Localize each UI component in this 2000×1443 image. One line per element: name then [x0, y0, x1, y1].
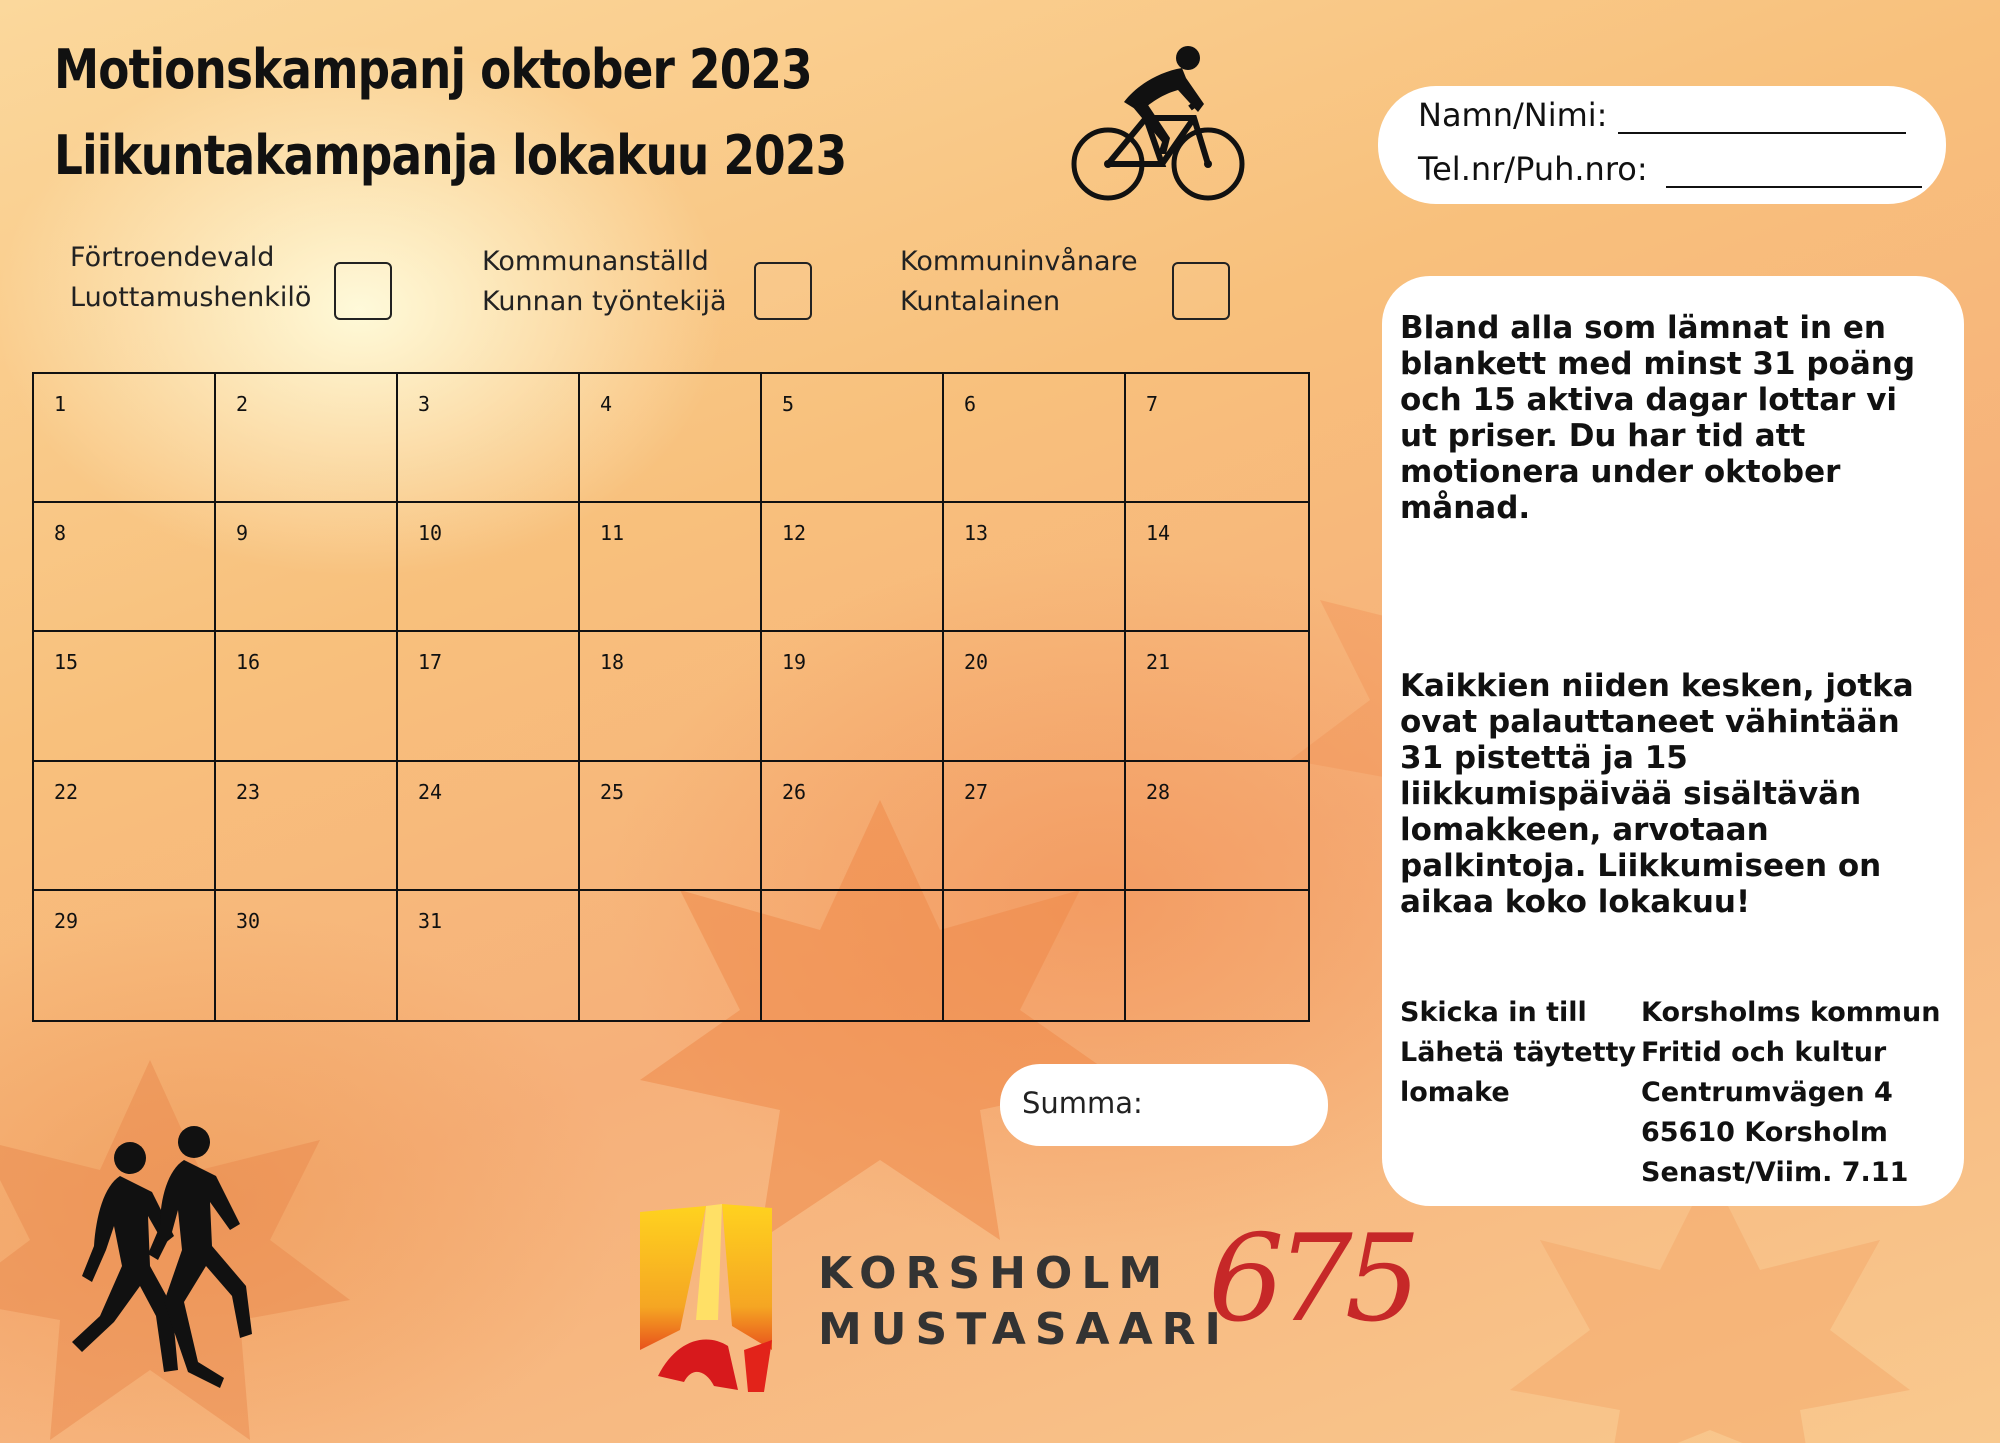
- calendar-day-cell[interactable]: [1126, 632, 1308, 761]
- calendar-day-cell[interactable]: [1126, 762, 1308, 891]
- phone-label: Tel.nr/Puh.nro:: [1418, 150, 1648, 188]
- summa-label: Summa:: [1022, 1086, 1143, 1120]
- checkbox-employee[interactable]: [754, 262, 812, 320]
- day-number: 16: [236, 650, 261, 675]
- day-number: 2: [236, 392, 249, 416]
- calendar-day-cell[interactable]: [580, 891, 762, 1020]
- calendar-day-cell[interactable]: [398, 503, 580, 632]
- calendar-day-cell[interactable]: [944, 762, 1126, 891]
- day-number: 6: [964, 392, 977, 416]
- calendar-day-cell[interactable]: [398, 762, 580, 891]
- calendar-day-cell[interactable]: [580, 632, 762, 761]
- day-number: 30: [236, 908, 261, 933]
- checkbox-resident[interactable]: [1172, 262, 1230, 320]
- day-number: 20: [964, 650, 989, 675]
- day-number: 18: [600, 650, 625, 675]
- day-number: 8: [54, 521, 67, 546]
- day-number: 3: [418, 392, 431, 416]
- calendar-day-cell[interactable]: [216, 891, 398, 1020]
- calendar-day-cell[interactable]: [34, 503, 216, 632]
- calendar-day-cell[interactable]: [762, 632, 944, 761]
- day-number: 26: [782, 779, 807, 804]
- calendar-day-cell[interactable]: [34, 891, 216, 1020]
- category-label-employee: Kommunanställd Kunnan työntekijä: [482, 246, 727, 317]
- day-number: 5: [782, 392, 795, 416]
- day-number: 10: [418, 521, 443, 546]
- day-number: 9: [236, 521, 249, 546]
- send-label: Skicka in till Lähetä täytetty lomake: [1400, 997, 1637, 1108]
- calendar-day-cell[interactable]: [398, 632, 580, 761]
- day-number: 25: [600, 779, 625, 804]
- calendar-day-cell[interactable]: [1126, 891, 1308, 1020]
- calendar-day-cell[interactable]: [580, 374, 762, 503]
- calendar-day-cell[interactable]: [34, 762, 216, 891]
- info-text-swedish: Bland alla som lämnat in en blankett med minst 31 poäng och 15 aktiva dagar lottar vi ut priser. Du har tid att motionera under oktober månad.: [1400, 310, 1916, 526]
- checkbox-elected[interactable]: [334, 262, 392, 320]
- anniversary-number: 675: [1208, 1210, 1414, 1349]
- day-number: 15: [54, 650, 79, 675]
- calendar-day-cell[interactable]: [762, 503, 944, 632]
- day-number: 14: [1146, 521, 1171, 546]
- day-number: 19: [782, 650, 807, 675]
- day-number: 13: [964, 521, 989, 546]
- name-label: Namn/Nimi:: [1418, 96, 1608, 134]
- category-label-resident: Kommuninvånare Kuntalainen: [900, 246, 1138, 317]
- day-number: 17: [418, 650, 443, 675]
- title-swedish: Motionskampanj oktober 2023: [54, 38, 812, 101]
- day-number: 11: [600, 521, 625, 546]
- calendar-day-cell[interactable]: [398, 891, 580, 1020]
- category-label-elected: Förtroendevald Luottamushenkilö: [70, 242, 312, 313]
- calendar-day-cell[interactable]: [762, 891, 944, 1020]
- calendar-day-cell[interactable]: [216, 503, 398, 632]
- calendar-day-cell[interactable]: [34, 632, 216, 761]
- day-number: 1: [54, 392, 67, 416]
- send-address: Korsholms kommun Fritid och kultur Centrumvägen 4 65610 Korsholm Senast/Viim. 7.11: [1641, 997, 1941, 1188]
- day-number: 7: [1146, 392, 1159, 416]
- brand-name-finnish: MUSTASAARI: [818, 1304, 1230, 1355]
- day-number: 12: [782, 521, 807, 546]
- title-finnish: Liikuntakampanja lokakuu 2023: [54, 124, 847, 187]
- korsholm-logo-icon: [636, 1200, 776, 1396]
- day-number: 29: [54, 908, 79, 933]
- day-number: 23: [236, 779, 261, 804]
- calendar-grid: [32, 372, 1310, 1022]
- calendar-day-cell[interactable]: [1126, 374, 1308, 503]
- calendar-day-cell[interactable]: [944, 891, 1126, 1020]
- name-field[interactable]: [1618, 132, 1906, 134]
- calendar-day-cell[interactable]: [398, 374, 580, 503]
- calendar-day-cell[interactable]: [216, 762, 398, 891]
- calendar-day-cell[interactable]: [762, 762, 944, 891]
- calendar-day-cell[interactable]: [1126, 503, 1308, 632]
- calendar-day-cell[interactable]: [944, 503, 1126, 632]
- calendar-day-cell[interactable]: [944, 632, 1126, 761]
- day-number: 4: [600, 392, 613, 416]
- brand-name-swedish: KORSHOLM: [818, 1248, 1172, 1299]
- calendar-day-cell[interactable]: [580, 503, 762, 632]
- info-text-finnish: Kaikkien niiden kesken, jotka ovat palauttaneet vähintään 31 pistettä ja 15 liikkumispäivää sisältävän lomakkeen, arvotaan palkintoja. Liikkumiseen on aikaa koko lokakuu!: [1400, 668, 1914, 920]
- day-number: 27: [964, 779, 989, 804]
- calendar-day-cell[interactable]: [216, 374, 398, 503]
- calendar-day-cell[interactable]: [580, 762, 762, 891]
- day-number: 21: [1146, 650, 1171, 675]
- calendar-day-cell[interactable]: [944, 374, 1126, 503]
- day-number: 31: [418, 908, 443, 933]
- calendar-day-cell[interactable]: [34, 374, 216, 503]
- cyclist-icon: [1066, 42, 1248, 202]
- phone-field[interactable]: [1666, 186, 1922, 188]
- day-number: 24: [418, 779, 443, 804]
- day-number: 22: [54, 779, 79, 804]
- runners-icon: [60, 1126, 260, 1400]
- calendar-day-cell[interactable]: [762, 374, 944, 503]
- calendar-day-cell[interactable]: [216, 632, 398, 761]
- day-number: 28: [1146, 779, 1171, 804]
